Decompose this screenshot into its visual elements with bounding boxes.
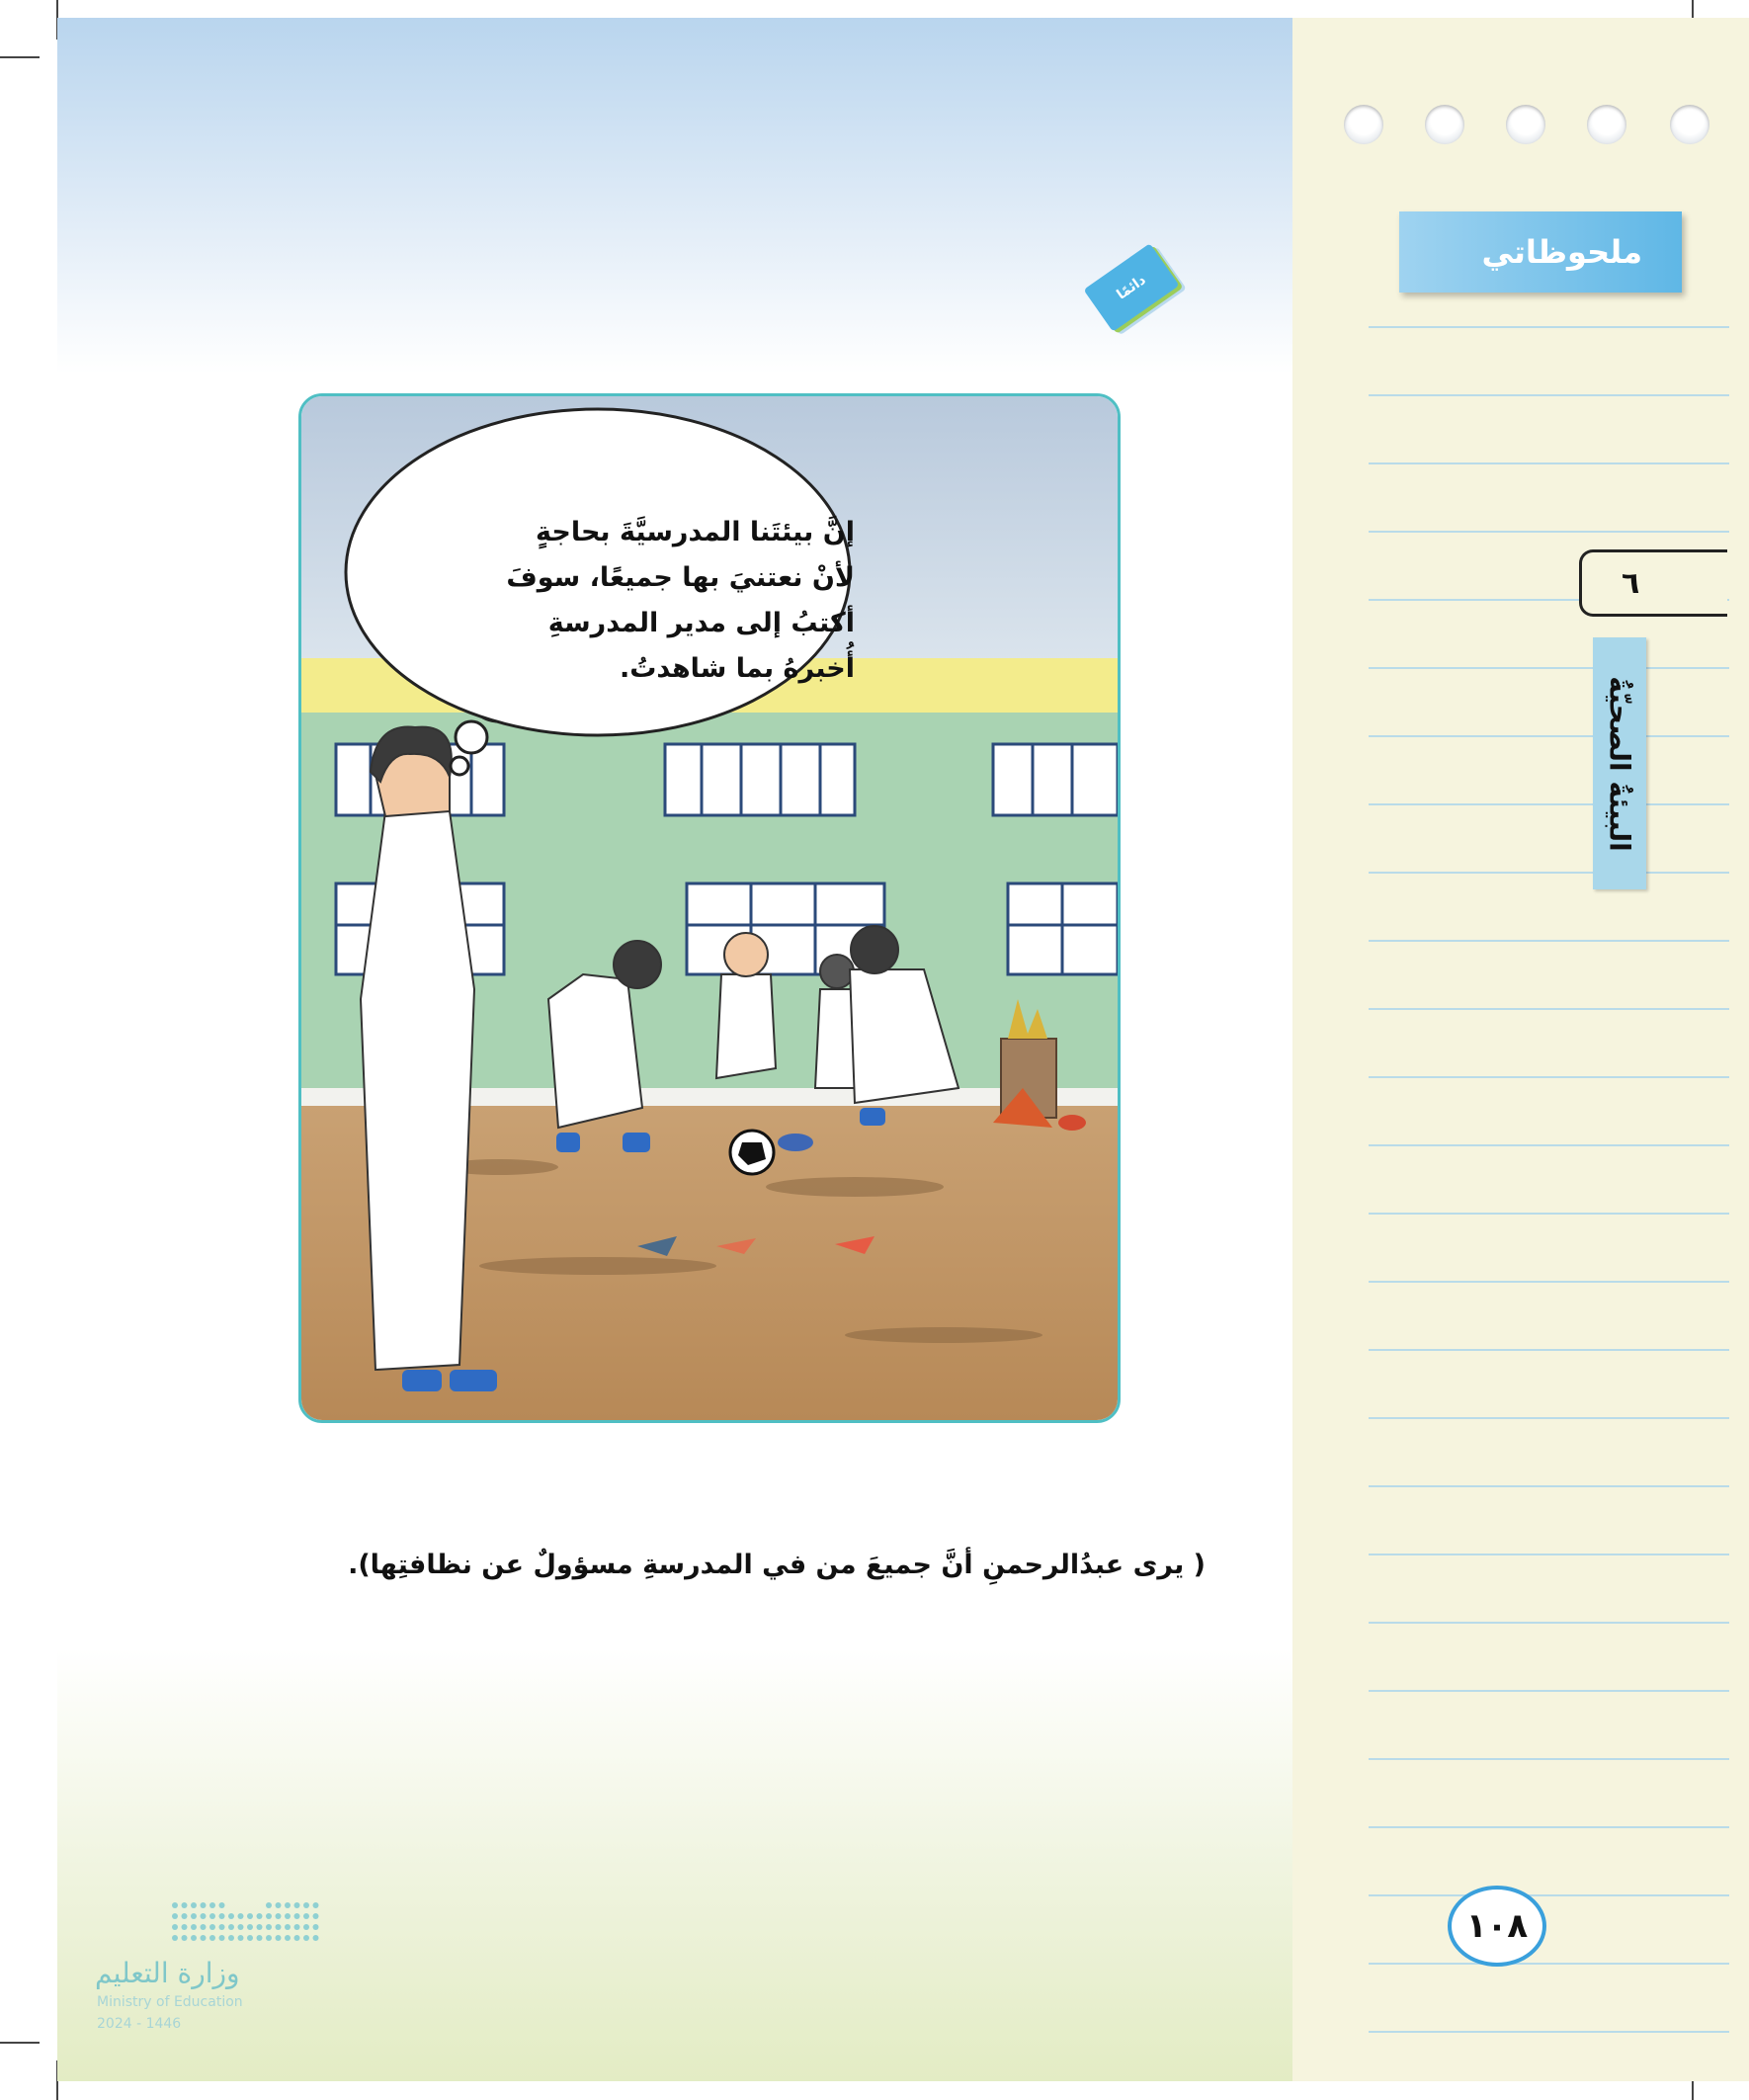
notes-line xyxy=(1369,2031,1729,2033)
notes-line xyxy=(1369,803,1729,805)
notes-line xyxy=(1369,1281,1729,1283)
notes-line xyxy=(1369,735,1729,737)
notes-line xyxy=(1369,1213,1729,1215)
binder-hole xyxy=(1670,105,1709,144)
ministry-year: 2024 - 1446 xyxy=(97,2016,182,2032)
notes-line xyxy=(1369,394,1729,396)
notes-line xyxy=(1369,1554,1729,1555)
speech-line: إنَّ بيئتَنا المدرسيَّةَ بحاجةٍ xyxy=(535,517,855,547)
speech-line: لأنْ نعتنيَ بها جميعًا، سوفَ xyxy=(506,562,855,593)
ministry-logo-icon xyxy=(170,1899,328,1949)
binder-hole xyxy=(1425,105,1464,144)
notes-line xyxy=(1369,531,1729,533)
chapter-tab xyxy=(1593,637,1646,889)
notes-line xyxy=(1369,1417,1729,1419)
binder-hole xyxy=(1587,105,1626,144)
notes-line xyxy=(1369,1690,1729,1692)
notes-line xyxy=(1369,1485,1729,1487)
notes-line xyxy=(1369,1622,1729,1624)
ministry-name-ar: وزارة التعليم xyxy=(95,1957,240,1989)
speech-line: أكتبُ إلى مدير المدرسةِ xyxy=(547,608,855,638)
notes-line xyxy=(1369,940,1729,942)
notes-line xyxy=(1369,1349,1729,1351)
chapter-number: ٦ xyxy=(1579,549,1727,617)
speech-line: أُخبرهُ بما شاهدتُ. xyxy=(619,653,855,684)
crop-mark xyxy=(0,2042,40,2044)
notes-line xyxy=(1369,462,1729,464)
notes-line xyxy=(1369,667,1729,669)
notes-line xyxy=(1369,1894,1729,1896)
page-number: ١٠٨ xyxy=(1448,1886,1546,1967)
notes-line xyxy=(1369,1826,1729,1828)
notes-line xyxy=(1369,1144,1729,1146)
crop-mark xyxy=(0,56,40,58)
notes-line xyxy=(1369,872,1729,874)
chapter-title: البيئةُ الصحيّةُ xyxy=(1603,675,1636,852)
binder-hole xyxy=(1506,105,1545,144)
notes-line xyxy=(1369,326,1729,328)
illustration-panel xyxy=(298,393,1121,1423)
notes-title: ملحوظاتي xyxy=(1399,211,1682,293)
notes-line xyxy=(1369,1008,1729,1010)
binder-hole xyxy=(1344,105,1383,144)
caption-text: ( يرى عبدُالرحمنِ أنَّ جميعَ من في المدرسةِ مسؤولٌ عن نظافتِها). xyxy=(348,1550,1206,1580)
ministry-name-en: Ministry of Education xyxy=(97,1994,243,2010)
notes-line xyxy=(1369,1963,1729,1965)
notes-line xyxy=(1369,1758,1729,1760)
notes-line xyxy=(1369,1076,1729,1078)
badge-label: دائمًا xyxy=(1114,272,1149,303)
